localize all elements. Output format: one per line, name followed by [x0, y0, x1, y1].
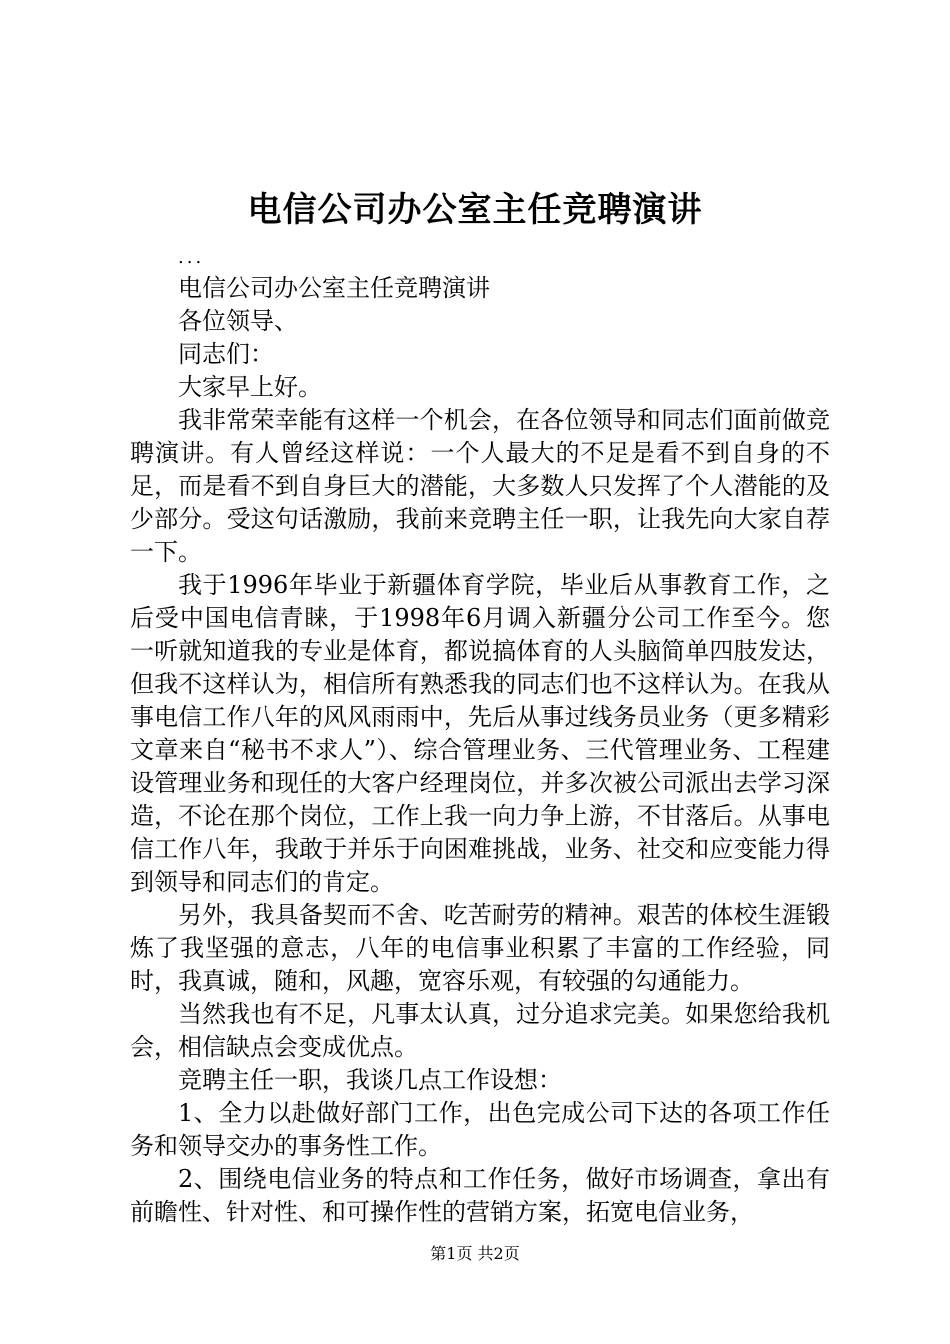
paragraph: 我非常荣幸能有这样一个机会，在各位领导和同志们面前做竞聘演讲。有人曾经这样说：一个人最大的不足是看不到自身的不足，而是看不到自身巨大的潜能，大多数人只发挥了个人潜能的及少部分。受这句话激励，我前来竞聘主任一职，让我先向大家自荐一下。 [130, 406, 830, 566]
paragraph: 另外，我具备契而不舍、吃苦耐劳的精神。艰苦的体校生涯锻炼了我坚强的意志，八年的电信事业积累了丰富的工作经验，同时，我真诚，随和，风趣，宽容乐观，有较强的勾通能力。 [130, 901, 830, 995]
paragraph: 各位领导、 [178, 307, 298, 335]
paragraph: 我于1996年毕业于新疆体育学院，毕业后从事教育工作，之后受中国电信青睐，于1998年6月调入新疆分公司工作至今。您一听就知道我的专业是体育，都说搞体育的人头脑简单四肢发达，但我不这样认为，相信所有熟悉我的同志们也不这样认为。在我从事电信工作八年的风风雨雨中，先后从事过线务员业务（更多精彩文章来自“秘书不求人”）、综合管理业务、三代管理业务、工程建设管理业务和现任的大客户经理岗位，并多次被公司派出去学习深造，不论在那个岗位，工作上我一向力争上游，不甘落后。从事电信工作八年，我敢于并乐于向困难挑战，业务、社交和应变能力得到领导和同志们的肯定。 [130, 571, 830, 896]
paragraph: 同志们： [178, 340, 274, 368]
ellipsis-marker: ... [178, 247, 205, 268]
document-body [130, 244, 830, 1229]
paragraph: 2、围绕电信业务的特点和工作任务，做好市场调查，拿出有前瞻性、针对性、和可操作性的营销方案，拓宽电信业务， [130, 1165, 830, 1226]
document-title: 电信公司办公室主任竞聘演讲 [247, 190, 703, 230]
paragraph: 大家早上好。 [178, 373, 322, 401]
paragraph: 电信公司办公室主任竞聘演讲 [178, 274, 490, 302]
page-footer: 第1页 共2页 [430, 1244, 520, 1263]
paragraph: 竞聘主任一职，我谈几点工作设想： [178, 1066, 562, 1094]
paragraph: 当然我也有不足，凡事太认真，过分追求完美。如果您给我机会，相信缺点会变成优点。 [130, 1000, 830, 1061]
paragraph: 1、全力以赴做好部门工作，出色完成公司下达的各项工作任务和领导交办的事务性工作。 [130, 1099, 830, 1160]
